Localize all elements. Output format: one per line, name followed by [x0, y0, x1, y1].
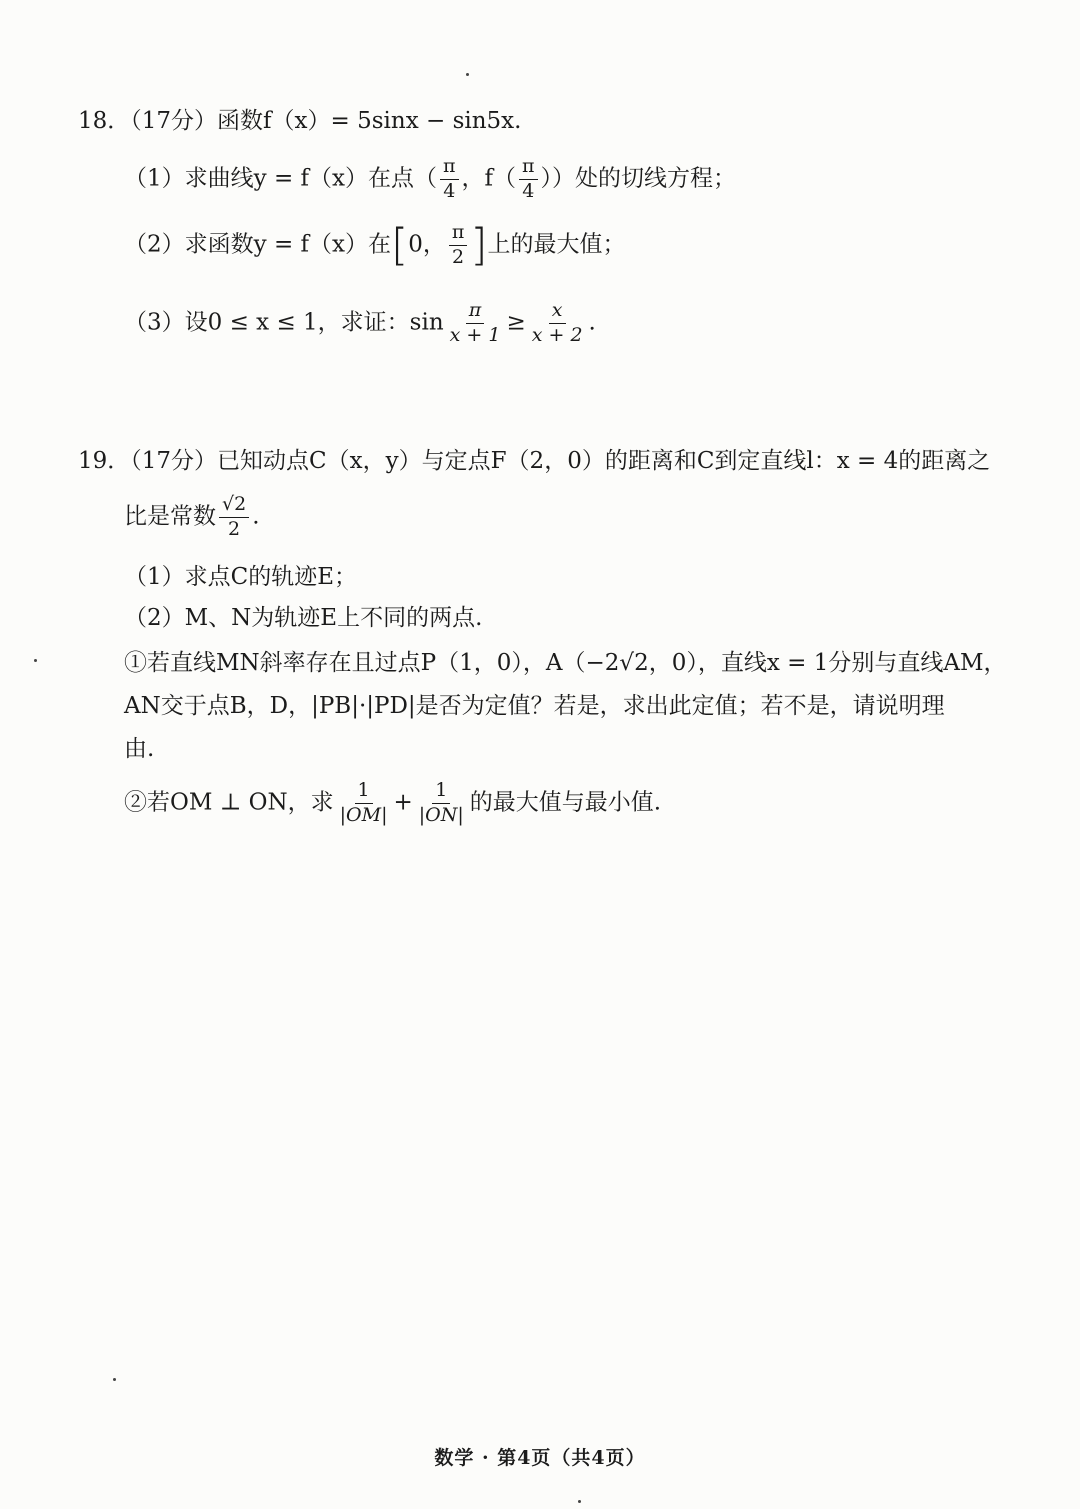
q19-stem2-text: 比是常数: [124, 503, 216, 530]
frac-den: 2: [452, 245, 465, 268]
q19-sub2-frac-on: [416, 780, 467, 827]
q19-stem2-end: .: [252, 503, 260, 530]
q18-part1-text-c: ））处的切线方程；: [540, 165, 737, 192]
q18-part3-text-a: （3）设0 ≤ x ≤ 1，求证：sin: [124, 309, 444, 336]
q18-stem: 18．（17分）函数f（x）= 5sinx − sin5x.: [78, 108, 522, 134]
q19-stem: 19．（17分）已知动点C（x，y）与定点F（2，0）的距离和C到定直线l：x = 4的距离之: [78, 448, 991, 474]
q19-sub2-frac-om: [337, 780, 391, 827]
frac-num: √2: [219, 494, 249, 518]
q19-sub2-text-a: ②若OM ⊥ ON，求: [124, 789, 334, 816]
frac-num: π: [466, 300, 485, 324]
q18-part2-text-a: （2）求函数y = f（x）在: [124, 231, 392, 258]
frac-den: 2: [228, 517, 241, 540]
q18-part1-text-a: （1）求曲线y = f（x）在点（: [124, 165, 438, 192]
q18-part3-frac-1: [447, 300, 504, 347]
scan-speck: [113, 1378, 116, 1381]
q19-sub1-line3: 由.: [124, 736, 155, 762]
page-footer: 数学 · 第4页（共4页）: [434, 1447, 646, 1469]
q18-part3-geq: ≥: [506, 309, 526, 336]
q18-part2-frac-pi2: [449, 222, 468, 269]
frac-den: |OM|: [339, 803, 388, 826]
frac-num: π: [449, 222, 468, 246]
q18-part2-text-b: 上的最大值；: [487, 231, 626, 258]
frac-num: π: [440, 156, 459, 180]
q19-sub1-line2: AN交于点B，D，|PB|·|PD|是否为定值？若是，求出此定值；若不是，请说明理: [124, 693, 945, 719]
q19-part1: （1）求点C的轨迹E；: [124, 564, 358, 590]
q18-part1-frac-pi4: [440, 156, 459, 203]
q19-stem-line2: [124, 494, 260, 541]
q18-part3-end: .: [588, 309, 596, 336]
frac-den: |ON|: [418, 803, 464, 826]
scan-speck: [34, 659, 37, 662]
q18-part1: [124, 156, 736, 203]
left-bracket-icon: [: [391, 219, 409, 271]
frac-den: x + 2: [531, 323, 583, 346]
q18-part1-text-b: ，f（: [461, 165, 517, 192]
q19-sub2: [124, 780, 661, 827]
q19-sub2-plus: +: [393, 789, 413, 816]
scan-speck: [466, 73, 469, 76]
frac-den: 4: [443, 179, 456, 202]
q18-part2-interval-left: 0，: [408, 231, 446, 258]
q18-part3: [124, 300, 596, 347]
frac-num: x: [549, 300, 566, 324]
q19-frac-sqrt2-2: [219, 494, 249, 541]
q19-sub1-line1: ①若直线MN斜率存在且过点P（1，0），A（−2√2，0），直线x = 1分别与直线AM，: [124, 650, 1007, 676]
frac-num: 1: [432, 780, 450, 804]
frac-num: π: [519, 156, 538, 180]
q19-sub2-text-b: 的最大值与最小值.: [469, 789, 662, 816]
right-bracket-icon: ]: [470, 219, 488, 271]
q18-part1-frac-pi4-b: [519, 156, 538, 203]
q18-part2: [124, 219, 626, 271]
q18-part3-frac-2: [529, 300, 586, 347]
scan-speck: [578, 1500, 581, 1503]
q19-part2: （2）M、N为轨迹E上不同的两点.: [124, 605, 483, 631]
frac-den: 4: [522, 179, 535, 202]
frac-den: x + 1: [449, 323, 501, 346]
frac-num: 1: [355, 780, 373, 804]
